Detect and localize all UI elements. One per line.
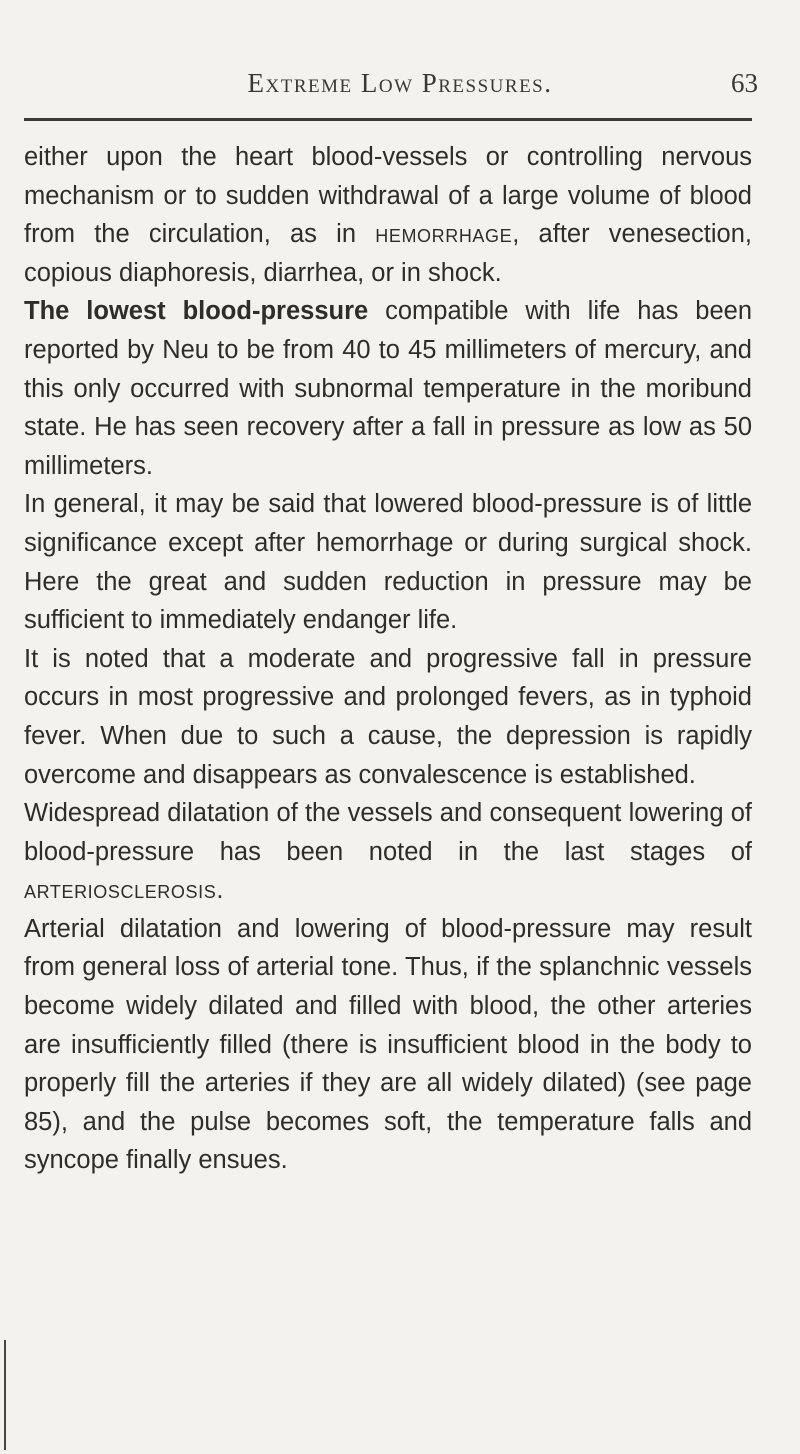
paragraph-1 — [24, 138, 752, 292]
running-title: Extreme Low Pressures. — [247, 68, 553, 98]
paragraph-5-text-b: . — [216, 876, 224, 905]
term-arteriosclerosis: arteriosclerosis — [24, 876, 217, 905]
paragraph-5 — [24, 794, 752, 910]
paragraph-4: It is noted that a moderate and progressive fall in pressure occurs in most progressive and prolonged fevers, as in typhoid fever. When due to such a cause, the depression is rapidly overcome and disappears as convalescence is established. — [24, 644, 752, 789]
body-text — [24, 138, 752, 1180]
paragraph-3: In general, it may be said that lowered blood-pressure is of little significance except after hemorrhage or during surgical shock. Here the great and sudden reduction in pressure may be sufficient to immediately endanger life. — [24, 490, 752, 635]
paragraph-1-text-a: either upon the heart blood-vessels or controlling nervous mechanism or to sudden withdrawal of a large volume of blood from the circulation, as in — [24, 143, 752, 249]
paragraph-2 — [24, 292, 752, 485]
paragraph-6: Arterial dilatation and lowering of blood-pressure may result from general loss of arterial tone. Thus, if the splanchnic vessels become widely dilated and filled with blood, the other arteries are insufficiently filled (there is insufficient blood in the body to properly fill the arteries if they are all widely dilated) (see page 85), and the pulse becomes soft, the temperature falls and syncope finally ensues. — [24, 914, 752, 1175]
page-edge-mark — [4, 1340, 6, 1450]
header-rule — [24, 118, 752, 121]
bold-heading: The lowest blood-pressure — [24, 297, 369, 326]
paragraph-2-text: compatible with life has been reported by Neu to be from 40 to 45 millimeters of mercury, and this only occurred with subnormal temperature in the moribund state. He has seen recovery after a fall in pressure as low as 50 millimeters. — [24, 297, 752, 480]
page-number: 63 — [731, 68, 758, 98]
page-header — [0, 68, 800, 108]
term-hemorrhage: hemorrhage — [375, 220, 513, 249]
paragraph-5-text-a: Widespread dilatation of the vessels and consequent lowering of blood-pressure has been noted in the last stages of — [24, 799, 752, 866]
paragraph-1-text-b: , after venesection, copious diaphoresis, diarrhea, or in shock. — [24, 220, 752, 287]
